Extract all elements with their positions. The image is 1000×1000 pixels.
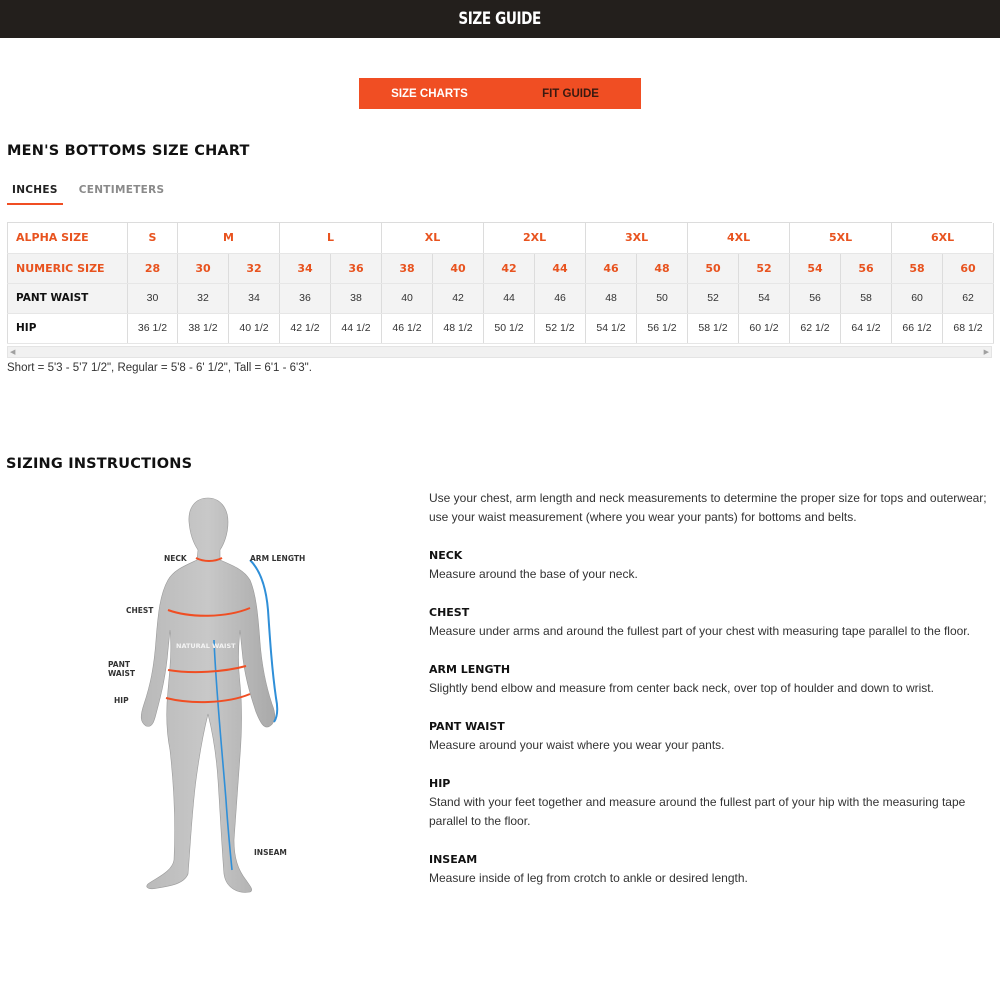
numeric-size-cell: 40 <box>433 253 484 283</box>
hip-cell: 68 1/2 <box>943 313 994 343</box>
numeric-size-cell: 44 <box>535 253 586 283</box>
instruction-title: CHEST <box>429 606 470 619</box>
instruction-neck <box>429 547 991 584</box>
hip-cell: 56 1/2 <box>637 313 688 343</box>
label-arm-length: ARM LENGTH <box>250 554 306 563</box>
sizing-title: SIZING INSTRUCTIONS <box>6 456 193 472</box>
label-inseam: INSEAM <box>254 848 287 857</box>
hip-cell: 54 1/2 <box>586 313 637 343</box>
numeric-size-cell: 34 <box>280 253 331 283</box>
row-header: NUMERIC SIZE <box>8 253 128 283</box>
numeric-size-cell: 38 <box>382 253 433 283</box>
numeric-size-cell: 52 <box>739 253 790 283</box>
hip-cell: 38 1/2 <box>178 313 229 343</box>
numeric-size-cell: 60 <box>943 253 994 283</box>
instruction-hip <box>429 775 991 831</box>
pant-waist-cell: 46 <box>535 283 586 313</box>
pant-waist-cell: 38 <box>331 283 382 313</box>
body-figure-illustration <box>100 490 340 910</box>
hip-cell: 44 1/2 <box>331 313 382 343</box>
scroll-left-icon[interactable]: ◀ <box>10 349 16 356</box>
numeric-size-cell: 28 <box>128 253 178 283</box>
pant-waist-cell: 58 <box>841 283 892 313</box>
unit-tabs <box>7 182 169 205</box>
label-hip: HIP <box>114 696 129 705</box>
label-neck: NECK <box>164 554 187 563</box>
pant-waist-cell: 56 <box>790 283 841 313</box>
alpha-size-cell: 6XL <box>892 223 994 253</box>
pant-waist-cell: 34 <box>229 283 280 313</box>
pant-waist-cell: 52 <box>688 283 739 313</box>
tab-fit-guide[interactable]: FIT GUIDE <box>542 87 599 100</box>
tab-size-charts[interactable]: SIZE CHARTS <box>391 87 468 100</box>
numeric-size-cell: 48 <box>637 253 688 283</box>
header-bar <box>0 0 1000 38</box>
instruction-title: PANT WAIST <box>429 720 505 733</box>
alpha-size-cell: S <box>128 223 178 253</box>
numeric-size-cell: 42 <box>484 253 535 283</box>
pant-waist-cell: 30 <box>128 283 178 313</box>
instruction-title: HIP <box>429 777 451 790</box>
main-tabs <box>359 78 641 109</box>
numeric-size-cell: 46 <box>586 253 637 283</box>
numeric-size-row <box>8 253 994 283</box>
page-title: SIZE GUIDE <box>458 9 542 29</box>
pant-waist-cell: 62 <box>943 283 994 313</box>
label-natural-waist: NATURAL WAIST <box>176 642 236 650</box>
hip-row <box>8 313 994 343</box>
scroll-right-icon[interactable]: ▶ <box>983 349 989 356</box>
pant-waist-cell: 32 <box>178 283 229 313</box>
pant-waist-cell: 42 <box>433 283 484 313</box>
instruction-text: Slightly bend elbow and measure from center back neck, over top of houlder and down to wrist. <box>429 681 934 695</box>
alpha-size-cell: 5XL <box>790 223 892 253</box>
alpha-size-cell: M <box>178 223 280 253</box>
size-table-container <box>7 222 992 345</box>
instruction-title: NECK <box>429 549 463 562</box>
hip-cell: 36 1/2 <box>128 313 178 343</box>
pant-waist-cell: 54 <box>739 283 790 313</box>
alpha-size-cell: XL <box>382 223 484 253</box>
numeric-size-cell: 50 <box>688 253 739 283</box>
instruction-text: Measure around your waist where you wear your pants. <box>429 738 725 752</box>
hip-cell: 50 1/2 <box>484 313 535 343</box>
label-chest: CHEST <box>126 606 154 615</box>
hip-cell: 66 1/2 <box>892 313 943 343</box>
row-header: PANT WAIST <box>8 283 128 313</box>
numeric-size-cell: 56 <box>841 253 892 283</box>
pant-waist-cell: 60 <box>892 283 943 313</box>
numeric-size-cell: 30 <box>178 253 229 283</box>
instruction-pant-waist <box>429 718 991 755</box>
instruction-text: Stand with your feet together and measure around the fullest part of your hip with the measuring tape parallel to the floor. <box>429 795 966 828</box>
pant-waist-cell: 40 <box>382 283 433 313</box>
body-measurement-figure <box>100 490 340 910</box>
hip-cell: 52 1/2 <box>535 313 586 343</box>
numeric-size-cell: 32 <box>229 253 280 283</box>
numeric-size-cell: 54 <box>790 253 841 283</box>
instruction-inseam <box>429 851 991 888</box>
instruction-chest <box>429 604 991 641</box>
pant-waist-row <box>8 283 994 313</box>
row-header: ALPHA SIZE <box>8 223 128 253</box>
instruction-title: ARM LENGTH <box>429 663 511 676</box>
hip-cell: 42 1/2 <box>280 313 331 343</box>
hip-cell: 64 1/2 <box>841 313 892 343</box>
label-pant-waist: PANT WAIST <box>108 660 136 678</box>
numeric-size-cell: 36 <box>331 253 382 283</box>
row-header: HIP <box>8 313 128 343</box>
tab-centimeters[interactable]: CENTIMETERS <box>78 184 165 196</box>
alpha-size-cell: 3XL <box>586 223 688 253</box>
instruction-text: Measure around the base of your neck. <box>429 567 638 581</box>
instruction-text: Measure under arms and around the fullest part of your chest with measuring tape parallel to the floor. <box>429 624 970 638</box>
hip-cell: 40 1/2 <box>229 313 280 343</box>
tab-inches[interactable]: INCHES <box>7 182 63 205</box>
hip-cell: 58 1/2 <box>688 313 739 343</box>
numeric-size-cell: 58 <box>892 253 943 283</box>
hip-cell: 46 1/2 <box>382 313 433 343</box>
chart-title: MEN'S BOTTOMS SIZE CHART <box>7 143 250 159</box>
hip-cell: 62 1/2 <box>790 313 841 343</box>
sizing-intro: Use your chest, arm length and neck measurements to determine the proper size for tops and outerwear; use your waist measurement (where you wear your pants) for bottoms and belts. <box>429 491 987 524</box>
pant-waist-cell: 48 <box>586 283 637 313</box>
sizing-instructions <box>429 489 991 908</box>
instruction-text: Measure inside of leg from crotch to ankle or desired length. <box>429 871 748 885</box>
hip-cell: 60 1/2 <box>739 313 790 343</box>
size-table <box>7 223 994 344</box>
instruction-title: INSEAM <box>429 853 478 866</box>
pant-waist-cell: 50 <box>637 283 688 313</box>
pant-waist-cell: 44 <box>484 283 535 313</box>
alpha-size-cell: 2XL <box>484 223 586 253</box>
alpha-size-cell: L <box>280 223 382 253</box>
height-note: Short = 5'3 - 5'7 1/2", Regular = 5'8 - 6' 1/2", Tall = 6'1 - 6'3". <box>7 362 312 374</box>
table-scrollbar[interactable] <box>7 346 992 358</box>
pant-waist-cell: 36 <box>280 283 331 313</box>
alpha-size-cell: 4XL <box>688 223 790 253</box>
instruction-arm-length <box>429 661 991 698</box>
hip-cell: 48 1/2 <box>433 313 484 343</box>
alpha-size-row <box>8 223 994 253</box>
